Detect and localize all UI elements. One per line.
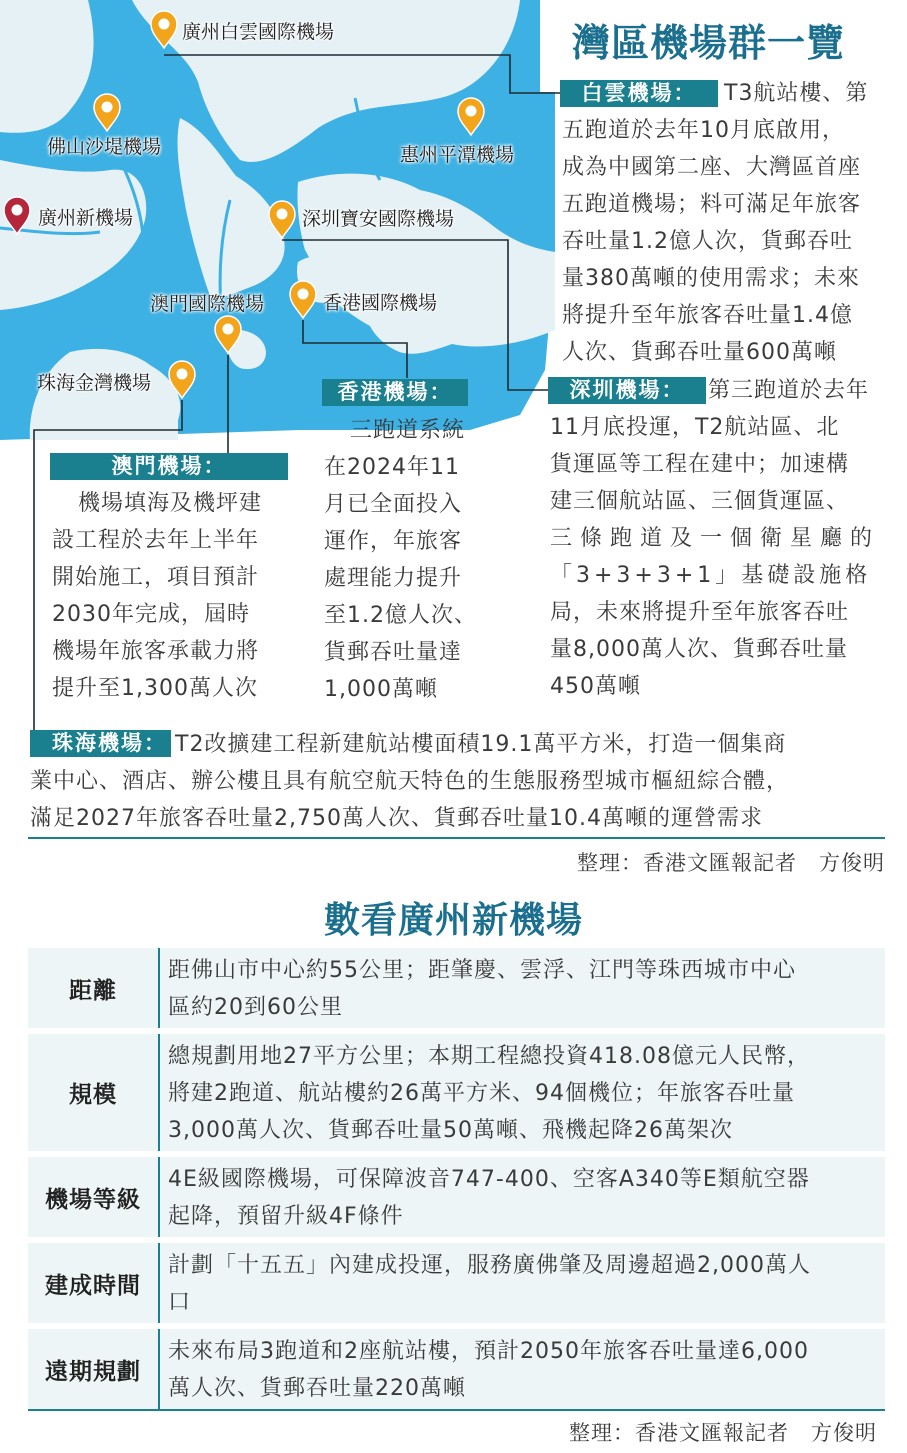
row-value-line: 區約20到60公里 xyxy=(168,995,343,1020)
macau-line: 提升至1,300萬人次 xyxy=(52,676,258,701)
table-row xyxy=(28,1157,885,1243)
hongkong-line: 1,000萬噸 xyxy=(324,677,438,702)
zhuhai-badge: 珠海機場： xyxy=(30,730,171,757)
hongkong-line: 運作，年旅客 xyxy=(324,529,463,554)
shenzhen-line: 量8,000萬人次、貨郵吞吐量 xyxy=(550,637,848,662)
airport-label-foshan: 佛山沙堤機場 xyxy=(47,136,162,158)
hongkong-line: 至1.2億人次、 xyxy=(324,603,477,628)
row-value xyxy=(158,948,885,1028)
hongkong-line: 月已全面投入 xyxy=(324,492,463,517)
row-value-line: 萬人次、貨郵吞吐量220萬噸 xyxy=(168,1376,466,1401)
hongkong-line: 貨郵吞吐量達 xyxy=(324,640,463,665)
macau-badge: 澳門機場： xyxy=(50,453,288,480)
row-value xyxy=(158,1157,885,1237)
airport-label-shenzhen: 深圳寶安國際機場 xyxy=(302,208,455,230)
row-value-line: 未來布局3跑道和2座航站樓，預計2050年旅客吞吐量達6,000 xyxy=(168,1339,809,1364)
macau-line: 機場填海及機坪建 xyxy=(78,491,263,516)
baiyun-line: 成為中國第二座、大灣區首座 xyxy=(562,155,862,180)
row-value-line: 總規劃用地27平方公里；本期工程總投資418.08億元人民幣， xyxy=(168,1044,810,1069)
row-value xyxy=(158,1243,885,1323)
row-value-line: 距佛山市中心約55公里；距肇慶、雲浮、江門等珠西城市中心 xyxy=(168,958,796,983)
baiyun-text xyxy=(562,75,888,371)
shenzhen-line: 貨運區等工程在建中；加速構 xyxy=(550,452,850,477)
baiyun-line: 將提升至年旅客吞吐量1.4億 xyxy=(562,303,853,328)
section2-title: 數看廣州新機場 xyxy=(323,900,583,941)
shenzhen-line: 「3+3+3+1」基礎設施格 xyxy=(550,563,872,588)
airport-label-baiyun: 廣州白雲國際機場 xyxy=(182,21,335,43)
airport-label-hongkong: 香港國際機場 xyxy=(323,292,438,314)
row-value-line: 計劃「十五五」內建成投運，服務廣佛肇及周邊超過2,000萬人 xyxy=(168,1253,811,1278)
baiyun-line: T3航站樓、第 xyxy=(724,81,869,106)
zhuhai-line-text: T2改擴建工程新建航站樓面積19.1萬平方米，打造一個集商 xyxy=(175,732,787,757)
row-label: 遠期規劃 xyxy=(45,1358,141,1385)
baiyun-line: 量380萬噸的使用需求；未來 xyxy=(562,266,860,291)
hongkong-line: 在2024年11 xyxy=(324,455,460,480)
shenzhen-line: 11月底投運，T2航站區、北 xyxy=(550,415,840,440)
row-value-line: 3,000萬人次、貨郵吞吐量50萬噸、飛機起降26萬架次 xyxy=(168,1118,733,1143)
row-value xyxy=(158,1329,885,1409)
macau-line: 開始施工，項目預計 xyxy=(52,565,260,590)
section2-divider xyxy=(28,1409,885,1411)
shenzhen-text xyxy=(550,372,888,705)
airport-label-huizhou: 惠州平潭機場 xyxy=(400,144,515,166)
zhuhai-line: 滿足2027年旅客吞吐量2,750萬人次、貨郵吞吐量10.4萬噸的運營需求 xyxy=(30,806,763,831)
shenzhen-line: 三條跑道及一個衛星廳的 xyxy=(550,526,881,551)
table-row xyxy=(28,948,885,1034)
guangzhou-new-airport-table xyxy=(28,948,885,1409)
table-row xyxy=(28,1329,885,1409)
table-row xyxy=(28,1243,885,1329)
table-row xyxy=(28,1034,885,1157)
row-label: 機場等級 xyxy=(45,1186,141,1213)
zhuhai-text xyxy=(30,726,886,837)
shenzhen-line: 第三跑道於去年 xyxy=(708,378,870,403)
zhuhai-line: 業中心、酒店、辦公樓且具有航空航天特色的生態服務型城市樞紐綜合體， xyxy=(30,769,790,794)
section2-credit: 整理：香港文匯報記者 方俊明 xyxy=(569,1421,877,1445)
hongkong-line: 處理能力提升 xyxy=(324,566,463,591)
airport-label-zhuhai: 珠海金灣機場 xyxy=(37,372,152,394)
baiyun-line: 人次、貨郵吞吐量600萬噸 xyxy=(562,340,837,365)
baiyun-line: 五跑道於去年10月底啟用， xyxy=(562,118,845,143)
row-label: 建成時間 xyxy=(45,1272,141,1299)
baiyun-line: 五跑道機場；料可滿足年旅客 xyxy=(562,192,862,217)
zhuhai-line xyxy=(30,726,886,763)
airport-label-guangzhou-new: 廣州新機場 xyxy=(38,207,134,229)
row-value-line: 4E級國際機場，可保障波音747-400、空客A340等E類航空器 xyxy=(168,1167,810,1192)
shenzhen-line: 建三個航站區、三個貨運區、 xyxy=(550,489,850,514)
row-label: 規模 xyxy=(69,1082,117,1108)
baiyun-badge: 白雲機場： xyxy=(560,80,718,107)
shenzhen-line: 局，未來將提升至年旅客吞吐 xyxy=(550,600,850,625)
hongkong-line: 三跑道系統 xyxy=(350,418,466,443)
row-value-line: 起降，預留升級4F條件 xyxy=(168,1204,404,1229)
row-value-line: 口 xyxy=(168,1290,192,1315)
hongkong-badge: 香港機場： xyxy=(322,379,468,406)
hongkong-text xyxy=(324,412,486,708)
macau-line: 設工程於去年上半年 xyxy=(52,528,260,553)
macau-line: 2030年完成，屆時 xyxy=(52,602,250,627)
section1-credit: 整理：香港文匯報記者 方俊明 xyxy=(577,851,885,875)
macau-text xyxy=(52,485,294,707)
row-value xyxy=(158,1034,885,1151)
row-label: 距離 xyxy=(69,977,117,1004)
airport-label-macau: 澳門國際機場 xyxy=(150,293,265,315)
macau-line: 機場年旅客承載力將 xyxy=(52,639,260,664)
shenzhen-badge: 深圳機場： xyxy=(548,377,706,404)
row-value-line: 將建2跑道、航站樓約26萬平方米、94個機位；年旅客吞吐量 xyxy=(168,1081,795,1106)
baiyun-line: 吞吐量1.2億人次，貨郵吞吐 xyxy=(562,229,853,254)
section1-divider xyxy=(28,837,885,839)
section1-title: 灣區機場群一覽 xyxy=(572,21,846,65)
shenzhen-line: 450萬噸 xyxy=(550,674,641,699)
